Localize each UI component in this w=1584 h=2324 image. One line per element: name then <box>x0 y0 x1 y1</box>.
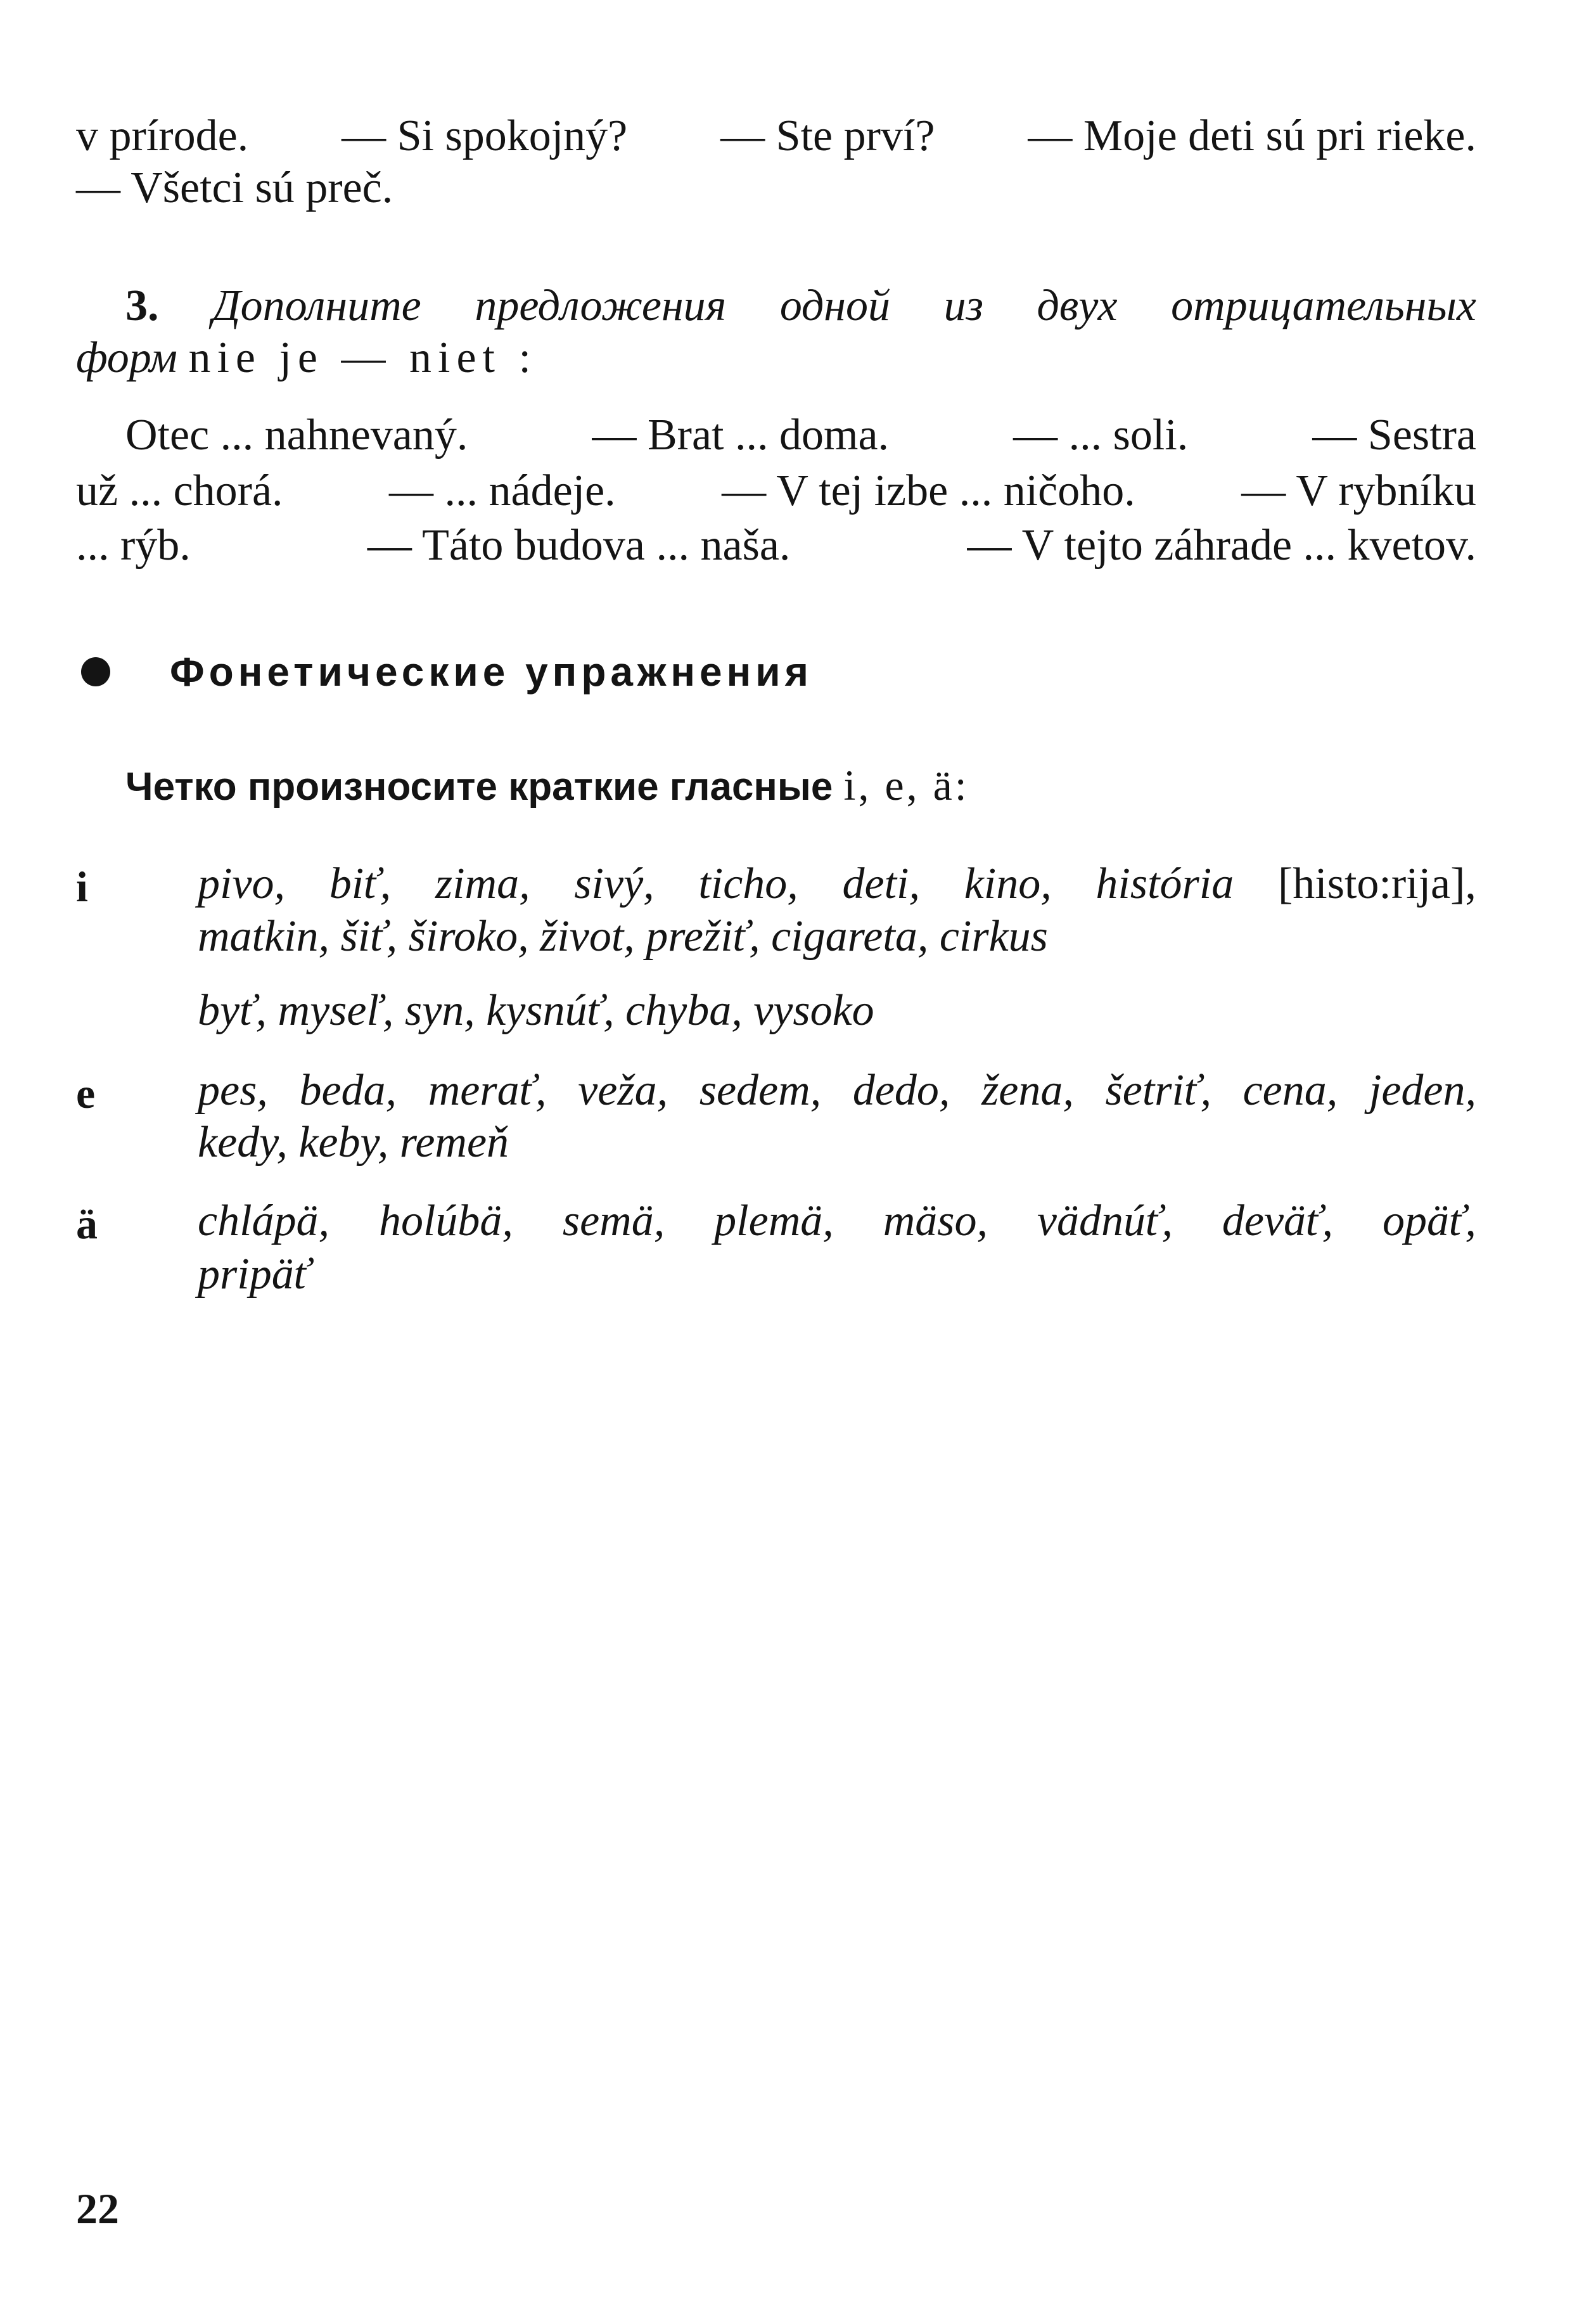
sentence-segment: — V tej izbe ... ničoho. <box>722 466 1135 515</box>
text-segment: — Moje deti sú pri rieke. <box>1028 112 1476 160</box>
instruction-text: Четко произносите краткие гласные <box>125 765 833 809</box>
top-text-line-2 <box>76 166 393 210</box>
section-heading-text: Фонетические упражнения <box>170 649 813 695</box>
example-word: mäso, <box>883 1197 988 1245</box>
example-word: chlápä, <box>198 1197 330 1245</box>
example-word: deti, <box>842 859 920 908</box>
example-word: ticho, <box>698 859 798 908</box>
example-word: história <box>1095 859 1234 908</box>
vowel-list: i, e, ä: <box>843 761 969 809</box>
example-word: merať, <box>428 1066 547 1115</box>
example-word: pivo, <box>198 859 286 908</box>
negative-forms: nie je — niet : <box>188 333 537 382</box>
example-words: pripäť <box>198 1250 310 1299</box>
vowel-e-line-1 <box>198 1066 1476 1115</box>
example-word: vädnúť, <box>1037 1197 1173 1245</box>
top-text-line-1 <box>76 114 1476 158</box>
bullet-icon <box>81 657 110 686</box>
example-word: šetriť, <box>1105 1066 1211 1115</box>
instruction-word: форм <box>76 333 177 382</box>
text-segment: — Všetci sú preč. <box>76 164 393 212</box>
section-heading <box>170 649 813 695</box>
instruction-word: предложения <box>475 281 727 330</box>
page-number: 22 <box>76 2185 119 2233</box>
instruction-word: двух <box>1037 281 1118 330</box>
instruction-word: отрицательных <box>1171 281 1476 330</box>
vowel-label-e: e <box>76 1069 96 1117</box>
sentence-segment: — ... nádeje. <box>389 466 616 515</box>
sentence-segment: už ... chorá. <box>76 466 283 515</box>
example-word: zima, <box>435 859 530 908</box>
exercise-3-instruction-line-2 <box>76 333 537 382</box>
text-segment: v prírode. <box>76 112 249 160</box>
instruction-word: Дополните <box>212 281 421 330</box>
vowel-i-line-2 <box>198 912 1048 961</box>
vowel-i-line-3 <box>198 986 874 1035</box>
text-segment: — Ste prví? <box>720 112 935 160</box>
example-word: semä, <box>562 1197 665 1245</box>
sentence-segment: — Táto budova ... naša. <box>367 521 791 570</box>
example-word: dedo, <box>852 1066 950 1115</box>
vowel-label-a-umlaut: ä <box>76 1200 98 1248</box>
sentence-segment: — ... soli. <box>1013 411 1189 459</box>
instruction-word: одной <box>779 281 891 330</box>
example-word: cena, <box>1242 1066 1338 1115</box>
vowel-label-i: i <box>76 863 88 911</box>
example-word: pes, <box>198 1066 268 1115</box>
example-word: veža, <box>578 1066 668 1115</box>
example-word: sedem, <box>699 1066 822 1115</box>
sentence-segment: — Brat ... doma. <box>592 411 890 459</box>
instruction-word: из <box>943 281 983 330</box>
transcription: [histo:rija], <box>1277 859 1476 908</box>
exercise-3-sentence-line-3 <box>76 523 1476 568</box>
example-words: matkin, šiť, široko, život, prežiť, cigareta, cirkus <box>198 912 1048 961</box>
vowel-e-line-2 <box>198 1120 509 1165</box>
sentence-segment: Otec ... nahnevaný. <box>125 411 468 459</box>
example-words: kedy, keby, remeň <box>198 1118 509 1167</box>
example-word: jeden, <box>1369 1066 1476 1115</box>
vowel-a-umlaut-line-2 <box>198 1252 310 1297</box>
sentence-segment: ... rýb. <box>76 521 191 570</box>
example-word: opäť, <box>1382 1197 1476 1245</box>
vowel-i-line-1 <box>198 859 1476 908</box>
example-word: plemä, <box>714 1197 834 1245</box>
exercise-number: 3. <box>125 281 159 330</box>
vowel-a-umlaut-line-1 <box>198 1199 1476 1243</box>
example-word: žena, <box>981 1066 1074 1115</box>
exercise-3-sentence-line-1 <box>125 413 1476 458</box>
text-segment: — Si spokojný? <box>342 112 628 160</box>
example-word: sivý, <box>574 859 655 908</box>
example-word: biť, <box>329 859 392 908</box>
exercise-3-sentence-line-2 <box>76 466 1476 515</box>
sentence-segment: — V tejto záhrade ... kvetov. <box>967 521 1476 570</box>
example-words: byť, myseľ, syn, kysnúť, chyba, vysoko <box>198 986 874 1035</box>
example-word: deväť, <box>1222 1197 1334 1245</box>
example-word: beda, <box>299 1066 397 1115</box>
sentence-segment: — Sestra <box>1312 411 1476 459</box>
sentence-segment: — V rybníku <box>1241 466 1476 515</box>
section-instruction <box>125 761 969 809</box>
exercise-3-instruction-line-1 <box>125 281 1476 330</box>
example-word: holúbä, <box>378 1197 513 1245</box>
example-word: kino, <box>964 859 1052 908</box>
